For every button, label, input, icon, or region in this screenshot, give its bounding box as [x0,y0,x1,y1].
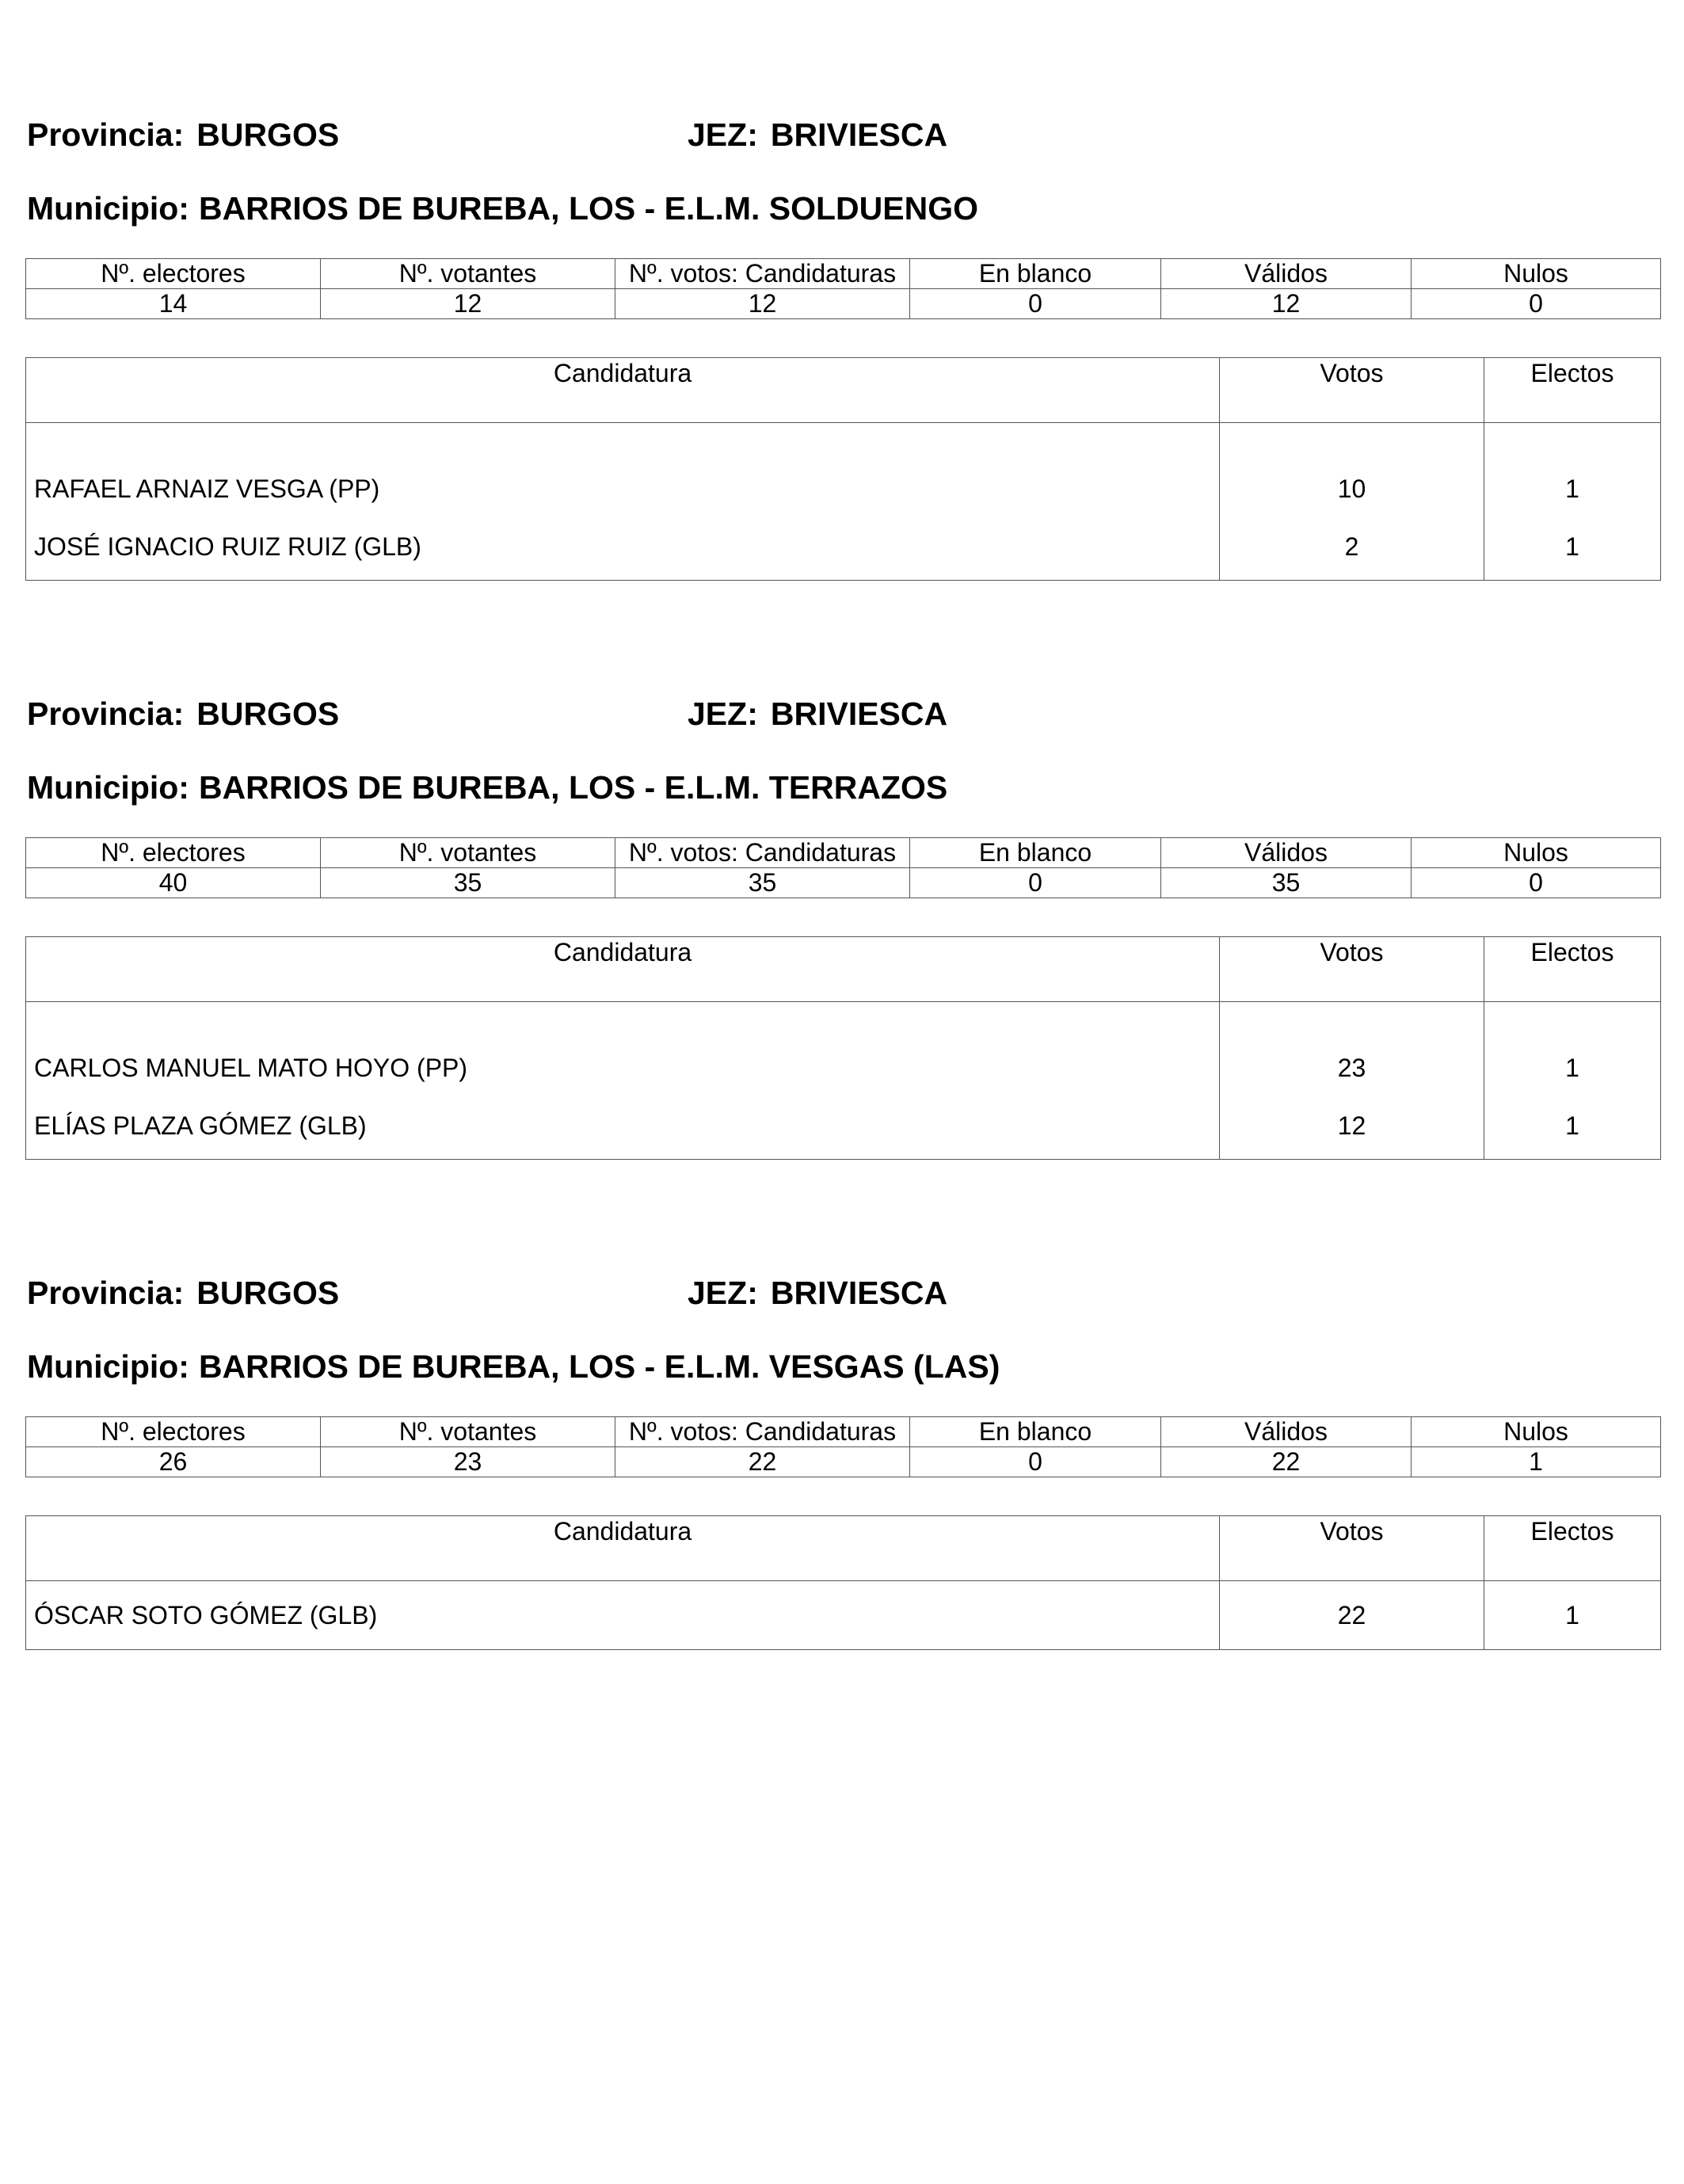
municipio-value: BARRIOS DE BUREBA, LOS - E.L.M. VESGAS (LAS) [198,1348,1000,1385]
stats-header: Nº. electores [26,838,321,868]
candidates-header-row [26,358,1661,423]
stats-header: Nulos [1412,1417,1661,1447]
stats-header: Nº. votantes [321,1417,615,1447]
jez-heading: JEZ: BRIVIESCA [688,1275,948,1311]
candidate-name: ELÍAS PLAZA GÓMEZ (GLB) [26,1092,1220,1160]
candidate-votos: 10 [1220,423,1484,514]
jez-heading: JEZ: BRIVIESCA [688,116,948,153]
stats-table [25,1416,1661,1477]
stats-value-row [26,289,1661,319]
provincia-heading: Provincia: BURGOS [27,1275,340,1311]
candidates-table [25,1515,1661,1650]
section-vesgas [25,1274,1660,1629]
stats-value: 22 [1161,1447,1412,1477]
candidate-name: JOSÉ IGNACIO RUIZ RUIZ (GLB) [26,513,1220,581]
stats-header: Nº. votos: Candidaturas [615,259,910,289]
municipio-heading: Municipio: BARRIOS DE BUREBA, LOS - E.L.M. SOLDUENGO [27,190,979,227]
stats-value: 22 [615,1447,910,1477]
stats-value: 0 [910,1447,1161,1477]
stats-value: 0 [910,289,1161,319]
jez-value: BRIVIESCA [770,1275,948,1311]
candidate-votos: 22 [1220,1581,1484,1650]
candidates-header-row [26,937,1661,1002]
provincia-value: BURGOS [196,696,340,732]
stats-value: 35 [615,868,910,898]
candidate-votos: 23 [1220,1002,1484,1093]
candidates-table [25,936,1661,1160]
stats-header: Válidos [1161,1417,1412,1447]
stats-header: Nulos [1412,838,1661,868]
candidate-row [26,423,1661,514]
municipio-heading: Municipio: BARRIOS DE BUREBA, LOS - E.L.M. TERRAZOS [27,769,948,806]
candidate-row [26,1002,1661,1093]
stats-header: Nulos [1412,259,1661,289]
municipio-value: BARRIOS DE BUREBA, LOS - E.L.M. TERRAZOS [198,769,948,806]
candidate-electos: 1 [1484,1002,1661,1093]
stats-value: 1 [1412,1447,1661,1477]
stats-table [25,258,1661,319]
stats-header: Nº. electores [26,259,321,289]
stats-value: 12 [1161,289,1412,319]
candidate-votos: 12 [1220,1092,1484,1160]
stats-header: Nº. votos: Candidaturas [615,1417,910,1447]
stats-header-row [26,1417,1661,1447]
candidate-row [26,1581,1661,1650]
stats-value: 0 [1412,868,1661,898]
electos-header: Electos [1484,1516,1661,1581]
stats-header: Nº. electores [26,1417,321,1447]
stats-header-row [26,838,1661,868]
candidate-electos: 1 [1484,513,1661,581]
candidate-row [26,513,1661,581]
votos-header: Votos [1220,1516,1484,1581]
candidate-row [26,1092,1661,1160]
votos-header: Votos [1220,937,1484,1002]
provincia-value: BURGOS [196,1275,340,1311]
stats-header: Nº. votos: Candidaturas [615,838,910,868]
section-terrazos [25,695,1660,1140]
candidates-table [25,357,1661,581]
stats-header: En blanco [910,838,1161,868]
municipio-heading: Municipio: BARRIOS DE BUREBA, LOS - E.L.M. VESGAS (LAS) [27,1348,1000,1385]
candidate-electos: 1 [1484,1581,1661,1650]
stats-header: Nº. votantes [321,838,615,868]
stats-value: 14 [26,289,321,319]
stats-value: 26 [26,1447,321,1477]
candidates-header-row [26,1516,1661,1581]
stats-header: En blanco [910,1417,1161,1447]
provincia-value: BURGOS [196,116,340,153]
stats-table [25,837,1661,898]
section-solduengo [25,116,1660,561]
provincia-heading: Provincia: BURGOS [27,696,340,732]
stats-value: 12 [615,289,910,319]
stats-header: Nº. votantes [321,259,615,289]
jez-value: BRIVIESCA [770,696,948,732]
votos-header: Votos [1220,358,1484,423]
municipio-value: BARRIOS DE BUREBA, LOS - E.L.M. SOLDUENGO [198,190,979,227]
stats-value: 35 [321,868,615,898]
stats-value-row [26,1447,1661,1477]
stats-header: Válidos [1161,259,1412,289]
jez-heading: JEZ: BRIVIESCA [688,696,948,732]
candidate-name: ÓSCAR SOTO GÓMEZ (GLB) [26,1581,1220,1650]
candidatura-header: Candidatura [26,358,1220,423]
stats-value: 35 [1161,868,1412,898]
stats-value: 12 [321,289,615,319]
provincia-heading: Provincia: BURGOS [27,116,340,153]
stats-value: 0 [910,868,1161,898]
candidate-name: RAFAEL ARNAIZ VESGA (PP) [26,423,1220,514]
candidatura-header: Candidatura [26,937,1220,1002]
candidate-electos: 1 [1484,1092,1661,1160]
electos-header: Electos [1484,358,1661,423]
candidate-name: CARLOS MANUEL MATO HOYO (PP) [26,1002,1220,1093]
candidate-electos: 1 [1484,423,1661,514]
stats-value: 23 [321,1447,615,1477]
candidatura-header: Candidatura [26,1516,1220,1581]
stats-value: 0 [1412,289,1661,319]
stats-header: Válidos [1161,838,1412,868]
electos-header: Electos [1484,937,1661,1002]
jez-value: BRIVIESCA [770,116,948,153]
stats-value-row [26,868,1661,898]
stats-value: 40 [26,868,321,898]
stats-header: En blanco [910,259,1161,289]
candidate-votos: 2 [1220,513,1484,581]
stats-header-row [26,259,1661,289]
